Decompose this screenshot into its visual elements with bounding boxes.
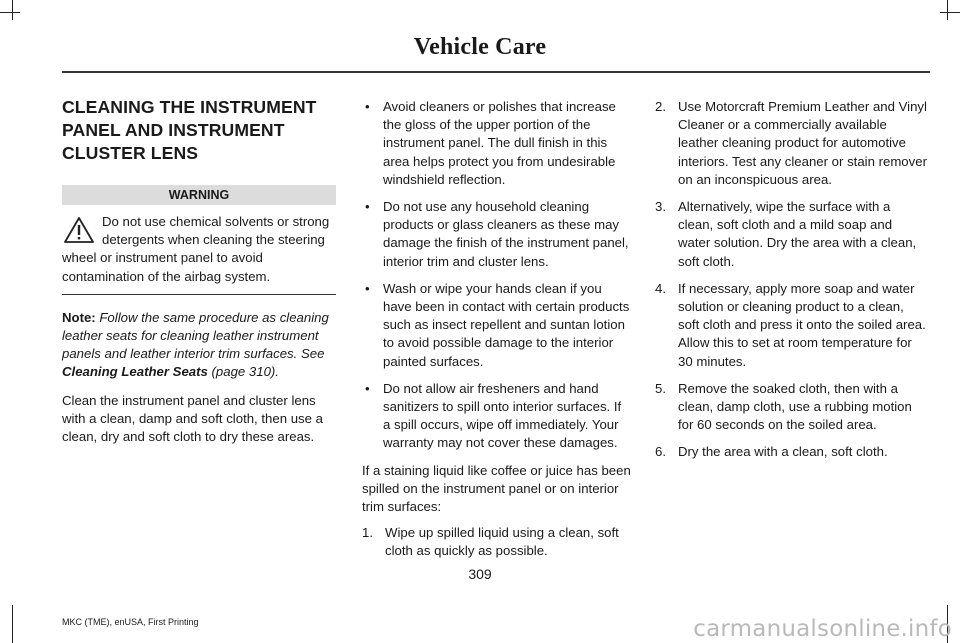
- step-number: 5.: [655, 380, 666, 396]
- warning-triangle-icon: [62, 215, 96, 245]
- crop-mark-top-left-h: [0, 12, 20, 13]
- note-see: See: [300, 346, 325, 362]
- section-title: [62, 96, 336, 165]
- bullet-list: [362, 98, 632, 453]
- bullet-text: Do not use any household cleaning products or glass cleaners as these may damage the finish of the instrument panel, interior trim and cluster lens.: [383, 199, 629, 269]
- note-page-ref: (page 310).: [211, 364, 279, 380]
- warning-text: Do not use chemical solvents or strong detergents when cleaning the steering wheel or instrument panel to avoid contamination of the airbag system.: [62, 214, 330, 284]
- warning-heading: WARNING: [62, 185, 336, 205]
- bullet-text: Avoid cleaners or polishes that increase the gloss of the upper portion of the instrument panel. The dull finish in this area helps protect you from undesirable windshield reflection.: [383, 99, 616, 187]
- step-item: [655, 98, 927, 189]
- section-title-line: CLEANING THE INSTRUMENT: [62, 97, 317, 117]
- column-left: [62, 96, 336, 454]
- crop-mark-bottom-left-v: [12, 605, 13, 643]
- steps-list-part-2: [655, 98, 927, 462]
- section-title-line: CLUSTER LENS: [62, 143, 199, 163]
- crop-mark-top-right-h: [940, 12, 960, 13]
- bullet-glyph: •: [365, 280, 370, 296]
- step-number: 2.: [655, 99, 666, 114]
- step-item: [655, 380, 927, 435]
- step-text: Alternatively, wipe the surface with a clean, soft cloth and a mild soap and water solution. Dry the area with a clean, soft cloth.: [678, 199, 917, 269]
- stain-intro-paragraph: If a staining liquid like coffee or juice has been spilled on the instrument panel or on interior trim surfaces:: [362, 462, 631, 515]
- footer-printing-info: MKC (TME), enUSA, First Printing: [62, 617, 199, 627]
- crop-mark-top-left-v: [12, 0, 13, 20]
- step-text: Dry the area with a clean, soft cloth.: [678, 444, 888, 460]
- column-middle: [362, 98, 632, 570]
- page-header-title: Vehicle Care: [413, 34, 547, 60]
- note-text: Follow the same procedure as cleaning leather seats for cleaning leather instrument panels and leather interior trim surfaces.: [62, 309, 329, 362]
- intro-paragraph: Clean the instrument panel and cluster lens with a clean, damp and soft cloth, then use a clean, dry and soft cloth to dry these areas.: [62, 392, 323, 445]
- page-number: 309: [468, 566, 492, 582]
- bullet-glyph: •: [365, 99, 370, 114]
- bullet-item: [362, 98, 632, 189]
- step-text: If necessary, apply more soap and water solution or cleaning product to a clean, soft cloth and press it onto the soiled area. Allow this to set at room temperature for 30 minutes.: [678, 280, 926, 369]
- watermark: carmanualsonline.info: [693, 616, 952, 642]
- step-item: [655, 443, 927, 461]
- note-paragraph: [62, 309, 336, 382]
- bullet-text: Do not allow air fresheners and hand sanitizers to spill onto interior surfaces. If a spill occurs, wipe off immediately. Your warranty may not cover these damages.: [383, 380, 622, 451]
- step-item: [655, 280, 927, 371]
- header-rule: [62, 71, 930, 73]
- step-text: Remove the soaked cloth, then with a clean, damp cloth, use a rubbing motion for 60 seconds on the soiled area.: [678, 380, 912, 433]
- crop-mark-top-right-v: [947, 0, 948, 20]
- bullet-glyph: •: [365, 199, 370, 215]
- step-item: [362, 524, 632, 560]
- step-text: Wipe up spilled liquid using a clean, soft cloth as quickly as possible.: [385, 525, 619, 559]
- column-right: [655, 98, 927, 471]
- step-number: 4.: [655, 280, 666, 296]
- bullet-item: [362, 280, 632, 371]
- step-number: 3.: [655, 199, 666, 215]
- step-number: 6.: [655, 444, 666, 460]
- steps-list-part-1: [362, 524, 632, 560]
- bullet-text: Wash or wipe your hands clean if you have been in contact with certain products such as insect repellent and suntan lotion to avoid possible damage to the interior painted surfaces.: [383, 280, 630, 369]
- section-title-line: PANEL AND INSTRUMENT: [62, 120, 285, 140]
- bullet-item: [362, 198, 632, 271]
- step-number: 1.: [362, 525, 373, 541]
- bullet-item: [362, 380, 632, 453]
- note-cross-reference-link[interactable]: Cleaning Leather Seats: [62, 364, 208, 380]
- warning-box: [62, 213, 336, 295]
- bullet-glyph: •: [365, 380, 370, 396]
- step-item: [655, 198, 927, 271]
- note-label: Note:: [62, 309, 96, 325]
- step-text: Use Motorcraft Premium Leather and Vinyl Cleaner or a commercially available leather cleaning product for automotive interiors. Test any cleaner or stain remover on an inconspicuous area.: [678, 99, 927, 187]
